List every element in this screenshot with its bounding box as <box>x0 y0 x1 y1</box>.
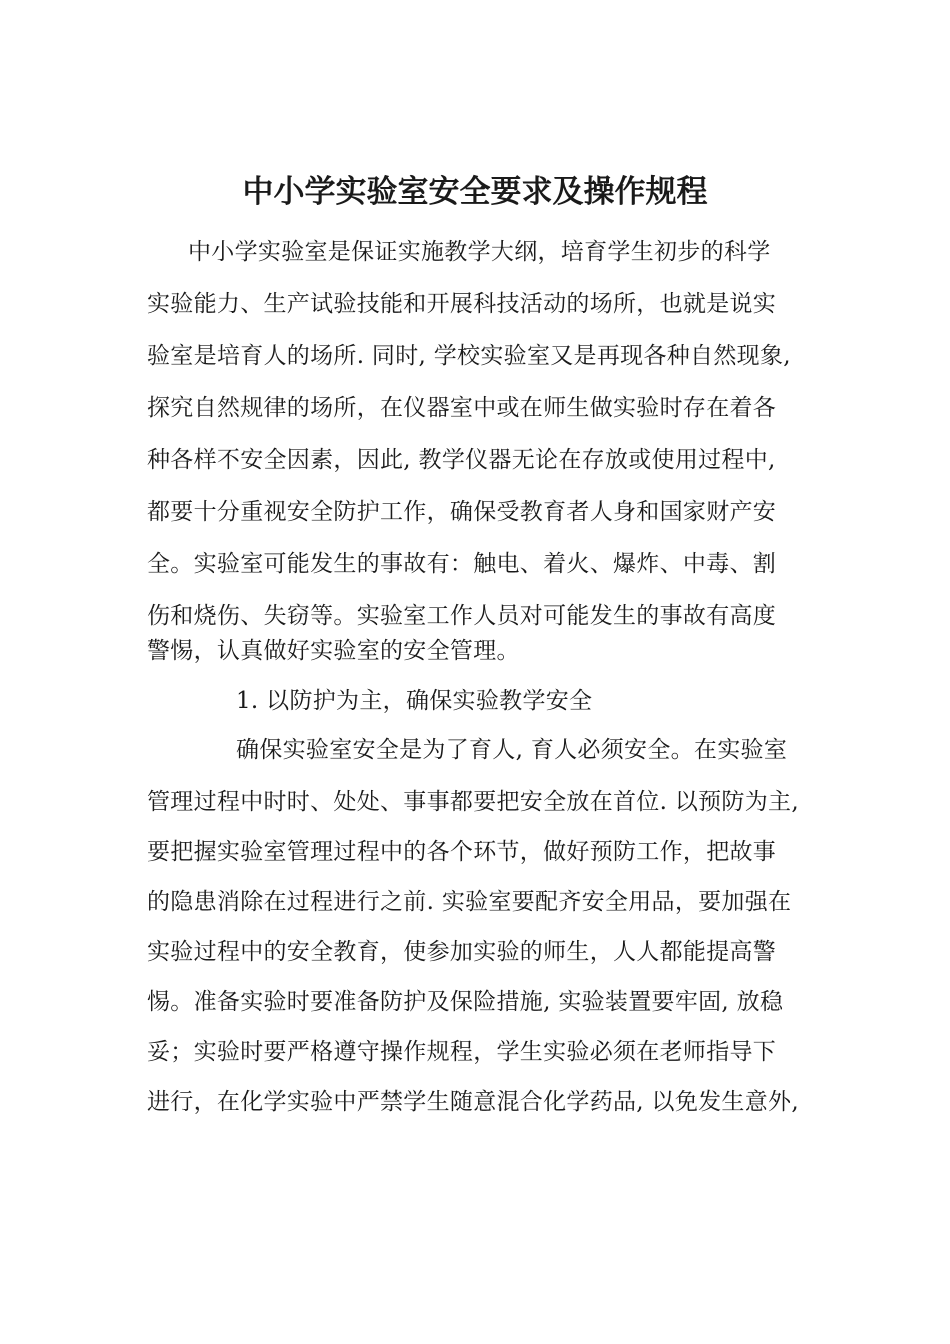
paragraph-line: 的隐患消除在过程进行之前. 实验室要配齐安全用品，要加强在 <box>147 889 792 915</box>
paragraph-line: 进行，在化学实验中严禁学生随意混合化学药品, 以免发生意外, <box>147 1089 799 1115</box>
section-heading: 1. 以防护为主，确保实验教学安全 <box>236 688 593 714</box>
paragraph-line: 伤和烧伤、失窃等。实验室工作人员对可能发生的事故有高度 <box>147 603 777 629</box>
paragraph-line: 中小学实验室是保证实施教学大纲，培育学生初步的科学 <box>188 239 771 265</box>
paragraph-line: 实验能力、生产试验技能和开展科技活动的场所，也就是说实 <box>147 291 777 317</box>
paragraph-line: 警惕，认真做好实验室的安全管理。 <box>147 638 520 664</box>
document-title: 中小学实验室安全要求及操作规程 <box>242 174 708 210</box>
paragraph-line: 验室是培育人的场所. 同时, 学校实验室又是再现各种自然现象, <box>147 343 791 369</box>
paragraph-line: 要把握实验室管理过程中的各个环节，做好预防工作，把故事 <box>147 839 777 865</box>
paragraph-line: 全。实验室可能发生的事故有：触电、着火、爆炸、中毒、割 <box>147 551 777 577</box>
paragraph-line: 种各样不安全因素，因此, 教学仪器无论在存放或使用过程中, <box>147 447 776 473</box>
paragraph-line: 都要十分重视安全防护工作，确保受教育者人身和国家财产安 <box>147 499 777 525</box>
paragraph-line: 惕。准备实验时要准备防护及保险措施, 实验装置要牢固, 放稳 <box>147 989 784 1015</box>
paragraph-line: 管理过程中时时、处处、事事都要把安全放在首位. 以预防为主, <box>147 789 799 815</box>
paragraph-line: 妥；实验时要严格遵守操作规程，学生实验必须在老师指导下 <box>147 1039 777 1065</box>
paragraph-line: 确保实验室安全是为了育人, 育人必须安全。在实验室 <box>236 737 788 763</box>
paragraph-line: 探究自然规律的场所，在仪器室中或在师生做实验时存在着各 <box>147 395 777 421</box>
paragraph-line: 实验过程中的安全教育，使参加实验的师生，人人都能提高警 <box>147 939 777 965</box>
